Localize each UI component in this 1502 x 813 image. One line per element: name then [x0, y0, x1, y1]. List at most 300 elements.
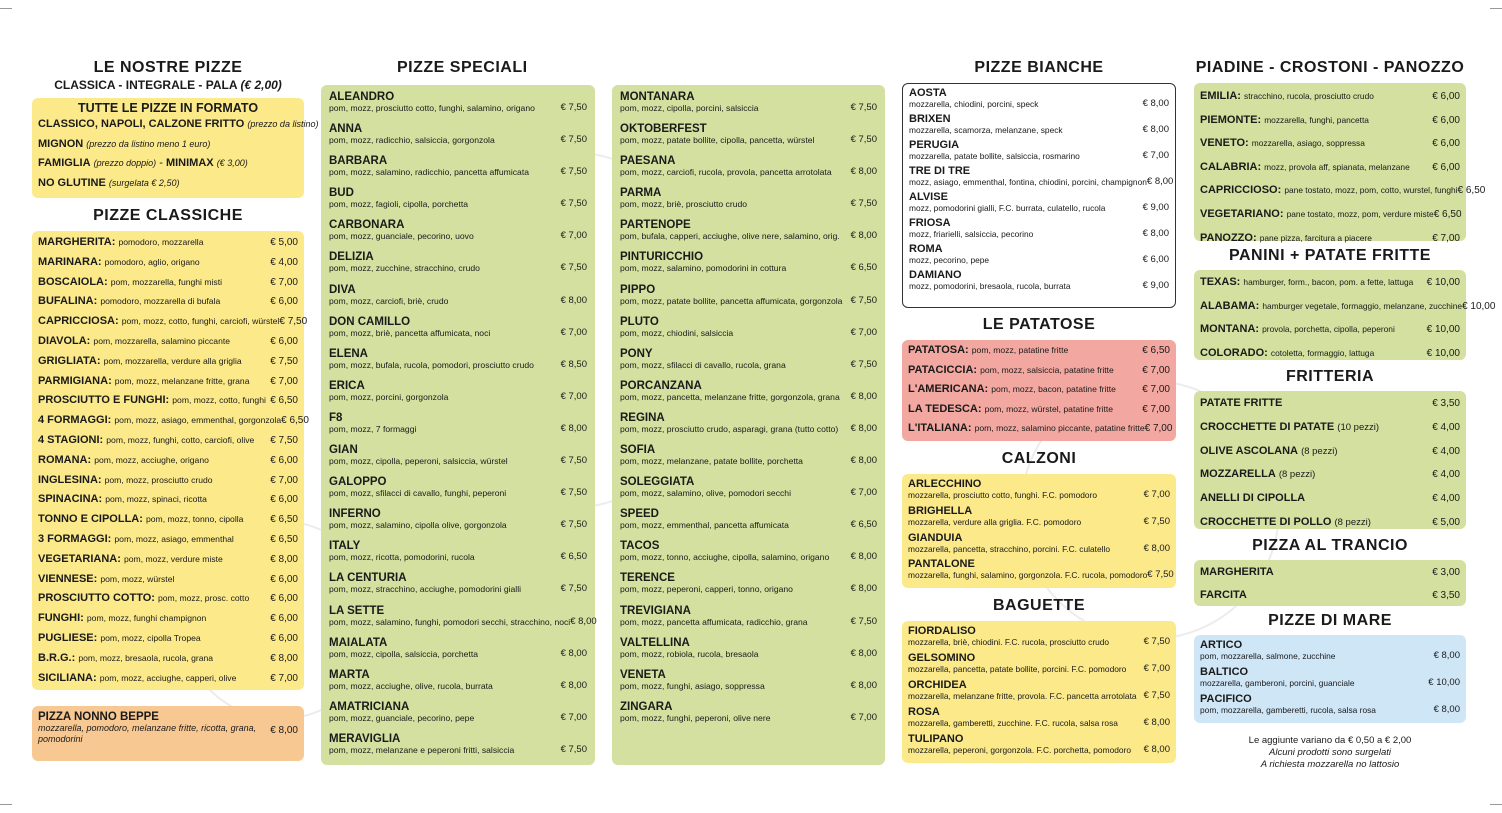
list-item: [620, 251, 877, 273]
item-price: € 7,00: [1432, 232, 1460, 244]
item-desc: pom, mozz, pancetta, melanzane fritte, gorgonzola, grana: [620, 391, 840, 402]
list-item: [620, 155, 877, 177]
item-name: GALOPPO: [329, 476, 387, 489]
list-item: [620, 701, 877, 723]
list-item: [38, 233, 298, 253]
baguette-list: [908, 625, 1170, 755]
item-label: [38, 253, 200, 273]
item-desc: pom, mozz, robiola, rucola, bresaola: [620, 648, 759, 659]
item-desc: pom, mozz, radicchio, salsiccia, gorgonzola: [329, 135, 495, 146]
item-label: [38, 233, 204, 253]
item-sub: [620, 392, 877, 402]
list-item: [38, 649, 298, 669]
item-name: ITALY: [329, 540, 361, 553]
list-item: [38, 391, 298, 411]
item-price: € 6,00: [1432, 91, 1460, 102]
item-sub: [620, 296, 877, 306]
item-desc: pom, mozzarella, salmone, zucchine: [1200, 651, 1336, 661]
item-desc: mozzarella, funghi, salamino, gorgonzola. F.C. rucola, pomodoro: [908, 570, 1148, 581]
item-sub: [329, 135, 587, 145]
item-name: PARTENOPE: [620, 219, 691, 232]
item-name: MARINARA:: [38, 255, 102, 268]
item-desc: pom, mozzarella, gamberetti, rucola, salsa rosa: [1200, 705, 1376, 715]
list-item: [1200, 295, 1496, 319]
item-sub: [620, 103, 877, 113]
item-name: MAIALATA: [329, 636, 388, 649]
item-label: [1200, 487, 1305, 510]
list-item: [620, 669, 877, 691]
item-name: MONTANARA: [620, 91, 695, 103]
item-price: € 9,00: [1142, 280, 1169, 291]
item-price: € 6,50: [850, 519, 877, 531]
item-desc: (10 pezzi): [1337, 421, 1380, 433]
item-label: [1200, 132, 1365, 155]
item-sub: [620, 167, 877, 177]
patatose-box: [902, 340, 1176, 441]
item-price: € 7,50: [1143, 636, 1170, 647]
item-desc: pom, mozz, salamino, cipolla olive, gorgonzola: [329, 520, 507, 531]
item-name: PONY: [620, 347, 653, 360]
list-item: [38, 471, 298, 491]
item-label: [38, 589, 249, 609]
item-price: € 6,00: [270, 494, 298, 506]
item-sub: [909, 281, 1169, 291]
item-desc: pom, mozz, acciughe, origano: [94, 454, 209, 465]
item-name: PACIFICO: [1200, 693, 1252, 705]
list-item: [38, 589, 298, 609]
panini-list: [1200, 271, 1496, 365]
item-price: € 9,00: [1142, 202, 1169, 213]
item-price: € 7,50: [850, 198, 877, 210]
item-desc: mozzarella, melanzane fritte, provola. F.C. pancetta arrotolata: [908, 690, 1137, 701]
item-price: € 7,50: [560, 134, 587, 146]
item-desc: pom, mozz, würstel, patatine fritte: [984, 403, 1114, 414]
item-sub: [620, 263, 877, 273]
list-item: [620, 540, 877, 562]
item-label: [38, 629, 201, 649]
item-name: 4 STAGIONI:: [38, 433, 104, 446]
list-item: [329, 604, 597, 627]
special-left-list: [329, 91, 597, 755]
item-desc: mozzarella, verdure alla griglia. F.C. pomodoro: [908, 516, 1082, 527]
item-name: EMILIA:: [1200, 90, 1241, 102]
item-price: € 8,00: [850, 390, 877, 402]
column-white-pizzas: [902, 0, 1176, 763]
trancio-box: [1194, 560, 1466, 606]
item-price: € 8,00: [850, 551, 877, 563]
item-sub: [329, 392, 587, 402]
item-sub: [329, 360, 587, 370]
list-item: [1200, 156, 1460, 180]
item-label: [38, 471, 213, 491]
crop-mark: [1490, 804, 1502, 805]
list-item: [38, 292, 298, 312]
list-item: [1200, 203, 1460, 227]
item-desc: pom, mozz, verdure miste: [123, 553, 223, 564]
list-item: [620, 380, 877, 402]
item-desc: pom, mozz, melanzane, patate bollite, porchetta: [620, 456, 803, 467]
classic-list: [38, 233, 309, 688]
list-item: [908, 361, 1170, 381]
item-name: FUNGHI:: [38, 612, 84, 625]
item-price: € 3,00: [1432, 567, 1460, 578]
list-item: [908, 679, 1170, 701]
item-label: [38, 669, 236, 689]
item-name: BRIGHELLA: [908, 504, 973, 517]
item-name: SOFIA: [620, 444, 656, 457]
item-price: € 7,50: [560, 743, 587, 755]
item-name: TULIPANO: [908, 732, 964, 745]
item-desc: pom, mozz, bacon, patatine fritte: [991, 384, 1116, 394]
item-desc: pom, mozz, sfilacci di cavallo, rucola, grana: [620, 359, 786, 370]
note-line: Le aggiunte variano da € 0,50 a € 2,00: [1248, 735, 1412, 746]
item-price: € 7,00: [850, 487, 877, 499]
item-price: € 6,00: [1432, 161, 1460, 173]
list-item: [620, 91, 877, 113]
item-price: € 6,50: [1142, 345, 1170, 356]
nonno-beppe-item: [38, 711, 298, 745]
item-name: OLIVE ASCOLANA: [1200, 444, 1298, 457]
item-price: € 6,50: [1457, 185, 1486, 197]
item-desc: (8 pezzi): [1278, 469, 1316, 481]
item-price: € 7,50: [279, 316, 308, 328]
item-price: € 7,50: [560, 166, 587, 178]
item-name: MARGHERITA:: [38, 236, 116, 248]
item-sub: [909, 255, 1169, 265]
item-desc: pom, mozz, prosciutto cotto, funghi, salamino, origano: [329, 103, 535, 113]
item-price: € 7,00: [270, 276, 298, 288]
format-item: [38, 115, 319, 135]
item-desc: mozz, pomodorini, bresaola, rucola, burrata: [909, 281, 1071, 291]
item-price: € 7,00: [850, 711, 877, 723]
format-item: [38, 174, 298, 194]
item-label: [38, 372, 250, 392]
list-item: [1200, 639, 1460, 661]
item-sub: [909, 229, 1169, 239]
item-price: € 6,00: [270, 335, 298, 347]
item-desc: pom, mozz, melanzane fritte, grana: [114, 375, 250, 386]
item-price: € 7,00: [1142, 384, 1170, 395]
item-desc: pom, mozz, würstel: [100, 573, 175, 584]
item-price: € 8,00: [560, 422, 587, 434]
item-price: € 8,00: [850, 679, 877, 691]
item-desc: hamburger vegetale, formaggio, melanzane, zucchine: [1262, 300, 1463, 311]
crop-mark: [1490, 8, 1502, 9]
item-price: € 7,50: [560, 487, 587, 499]
item-name: L'AMERICANA:: [908, 383, 989, 395]
item-name: 3 FORMAGGI:: [38, 532, 112, 545]
item-sub: [620, 649, 877, 659]
item-label: [38, 431, 254, 451]
item-desc: mozzarella, briè, chiodini. F.C. rucola, prosciutto crudo: [908, 637, 1110, 647]
list-item: [909, 217, 1169, 239]
item-sub: [329, 103, 587, 113]
item-price: € 4,00: [1432, 421, 1460, 433]
item-sub: [620, 199, 877, 209]
list-item: [620, 637, 877, 659]
list-item: [38, 273, 298, 293]
item-price: € 10,00: [1462, 300, 1496, 312]
item-price: € 7,50: [560, 519, 587, 531]
item-sub: [620, 360, 877, 370]
item-label: [1200, 85, 1374, 108]
item-label: [38, 411, 281, 431]
list-item: [1200, 342, 1460, 366]
format-name: NO GLUTINE: [38, 176, 106, 189]
item-label: [1200, 295, 1462, 318]
item-desc: mozzarella, chiodini, porcini, speck: [909, 99, 1039, 109]
list-item: [329, 476, 587, 498]
format-name: FAMIGLIA: [38, 157, 91, 169]
item-name: GIAN: [329, 444, 358, 457]
item-price: € 7,00: [560, 390, 587, 402]
item-label: [1200, 342, 1374, 365]
item-desc: mozzarella, patate bollite, salsiccia, rosmarino: [909, 151, 1080, 161]
item-sub: [620, 713, 877, 723]
item-label: [1200, 109, 1369, 132]
list-item: [908, 733, 1170, 755]
item-desc: pom, mozz, guanciale, pecorino, pepe: [329, 712, 475, 723]
item-desc: pom, mozz, sfilacci di cavallo, funghi, peperoni: [329, 488, 507, 499]
mare-list: [1200, 639, 1460, 715]
item-price: € 7,50: [850, 358, 877, 370]
list-item: [620, 284, 877, 306]
list-item: [38, 312, 308, 332]
item-desc: mozzarella, gamberetti, zucchine. F.C. rucola, salsa rosa: [908, 717, 1118, 728]
item-sub: [909, 203, 1169, 213]
item-price: € 7,00: [1143, 489, 1170, 500]
list-item: [38, 609, 298, 629]
item-price: € 8,00: [270, 725, 298, 737]
list-item: [908, 532, 1170, 554]
item-desc: pom, mozz, guanciale, pecorino, uovo: [329, 231, 474, 242]
item-sub: [329, 424, 587, 434]
item-name: PROSCIUTTO E FUNGHI:: [38, 394, 170, 407]
column-classic-pizzas: [32, 0, 319, 761]
item-price: € 8,00: [850, 422, 877, 434]
item-sub: [329, 231, 587, 241]
item-name: PAESANA: [620, 155, 676, 168]
list-item: [329, 540, 587, 562]
list-item: [1200, 463, 1460, 487]
item-price: € 6,50: [270, 514, 298, 526]
item-sub: [1200, 678, 1460, 688]
item-price: € 7,50: [560, 583, 587, 595]
item-price: € 7,50: [560, 198, 587, 210]
item-price: € 7,50: [850, 134, 877, 146]
item-sub: [908, 517, 1170, 527]
item-price: € 7,50: [560, 102, 587, 113]
list-item: [329, 701, 587, 723]
item-name: TERENCE: [620, 572, 675, 585]
item-desc: pom, mozz, cipolla, peperoni, salsiccia, würstel: [329, 456, 508, 467]
list-item: [38, 510, 298, 530]
item-label: [1200, 227, 1372, 250]
list-item: [1200, 487, 1460, 511]
item-desc: pom, mozz, asiago, emmenthal, gorgonzola: [114, 415, 282, 426]
item-name: PARMA: [620, 187, 662, 200]
item-desc: pom, mozz, zucchine, stracchino, crudo: [329, 263, 480, 274]
item-name: TEXAS:: [1200, 276, 1241, 288]
item-sub: [329, 520, 587, 530]
item-desc: pom, mozz, funghi, cotto, carciofi, olive: [106, 434, 255, 445]
item-name: OKTOBERFEST: [620, 123, 707, 136]
item-name: MARGHERITA: [1200, 566, 1274, 578]
item-price: € 6,00: [270, 632, 298, 644]
item-price: € 8,00: [1146, 176, 1174, 187]
column-special-pizzas-right: [612, 0, 885, 765]
item-desc: pom, mozz, spinaci, ricotta: [105, 494, 207, 505]
item-label: [1200, 156, 1410, 179]
list-item: [1200, 584, 1460, 607]
format-item: FAMIGLIA (prezzo doppio) - MINIMAX (€ 3,00): [38, 157, 248, 169]
section-title: PIZZE CLASSICHE: [93, 207, 243, 224]
item-price: € 7,00: [270, 375, 298, 387]
list-item: [329, 412, 587, 434]
item-name: ALVISE: [909, 191, 948, 203]
item-price: € 8,00: [1143, 542, 1170, 554]
item-price: € 8,00: [1143, 716, 1170, 728]
item-desc: pom, mozzarella, verdure alla griglia: [103, 355, 242, 366]
item-sub: [620, 520, 877, 530]
item-sub: [909, 125, 1169, 135]
item-price: € 7,00: [1143, 662, 1170, 674]
item-price: € 10,00: [1428, 677, 1460, 688]
crop-mark: [0, 8, 12, 9]
list-item: [329, 316, 587, 338]
list-item: [908, 380, 1170, 400]
list-item: [329, 123, 587, 145]
item-label: [38, 649, 213, 669]
item-sub: [620, 617, 877, 627]
panini-box: [1194, 270, 1496, 360]
item-name: PIEMONTE:: [1200, 113, 1262, 126]
section-title: FRITTERIA: [1285, 368, 1375, 385]
item-desc: pom, mozz, acciughe, olive, rucola, burrata: [329, 680, 493, 691]
list-item: [908, 478, 1170, 500]
item-label: [38, 609, 206, 629]
item-desc: pane pizza, farcitura a piacere: [1259, 232, 1372, 243]
formats-title: TUTTE LE PIZZE IN FORMATO: [77, 101, 259, 115]
list-item: [329, 508, 587, 530]
item-desc: mozzarella, gamberoni, porcini, guanciale: [1200, 678, 1355, 688]
item-sub: [329, 199, 587, 209]
white-list: [909, 87, 1174, 291]
formats-box: [32, 98, 319, 198]
fritteria-list: [1200, 392, 1460, 535]
item-name: VENETA: [620, 668, 666, 681]
item-sub: [329, 584, 587, 594]
item-desc: pom, mozz, salamino, radicchio, pancetta affumicata: [329, 167, 529, 178]
item-name: COLORADO:: [1200, 346, 1268, 359]
item-desc: pom, mozz, salamino, funghi, pomodori secchi, stracchino, noci: [329, 616, 571, 627]
list-item: [38, 253, 298, 273]
item-label: [1200, 440, 1338, 464]
item-price: € 8,00: [1433, 650, 1460, 661]
item-name: PLUTO: [620, 315, 659, 328]
item-name: DIVA: [329, 283, 356, 296]
item-name: SOLEGGIATA: [620, 476, 695, 489]
item-price: € 8,00: [850, 647, 877, 659]
item-name: BALTICO: [1200, 666, 1249, 678]
item-desc: pom, mozz, melanzane e peperoni fritti, salsiccia: [329, 744, 515, 755]
item-price: € 7,00: [270, 672, 298, 684]
item-desc: mozzarella, pomodoro, melanzane fritte, ricotta, grana, pomodorini: [38, 723, 257, 745]
item-sub: [909, 151, 1169, 161]
item-desc: stracchino, rucola, prosciutto crudo: [1244, 91, 1374, 101]
item-desc: pom, mozz, cipolla, salsiccia, porchetta: [329, 648, 479, 659]
column-special-pizzas-left: [321, 0, 595, 765]
item-sub: [620, 135, 877, 145]
item-sub: [908, 569, 1174, 581]
classic-box: [32, 231, 309, 690]
item-desc: pom, mozz, patate bollite, cipolla, pancetta, würstel: [620, 135, 815, 146]
item-desc: pom, mozzarella, salamino piccante: [93, 335, 231, 346]
item-desc: pom, mozz, patatine fritte: [971, 345, 1069, 355]
item-sub: [329, 649, 587, 659]
item-sub: [329, 713, 587, 723]
item-desc: pom, mozz, bresaola, rucola, grana: [78, 652, 214, 663]
item-name: FRIOSA: [909, 217, 951, 229]
item-desc: pane tostato, mozz, pom, cotto, wurstel, funghi: [1284, 185, 1458, 196]
item-name: PERUGIA: [909, 139, 960, 151]
item-price: € 7,50: [270, 434, 298, 446]
item-sub: [620, 552, 877, 562]
item-desc: pom, mozz, asiago, emmenthal: [114, 533, 234, 544]
list-item: [38, 570, 298, 590]
item-desc: pom, mozz, pancetta affumicata, radicchio, grana: [620, 616, 808, 627]
item-price: € 5,00: [1432, 516, 1460, 528]
section-title: PANINI + PATATE FRITTE: [1229, 247, 1431, 264]
item-name: BARBARA: [329, 155, 388, 168]
item-sub: [620, 456, 877, 466]
item-name: TRE DI TRE: [909, 165, 971, 177]
format-desc: (prezzo doppio): [93, 158, 157, 168]
item-name: ALABAMA:: [1200, 299, 1260, 312]
item-name: LA SETTE: [329, 604, 385, 617]
list-item: [620, 348, 877, 370]
item-desc: pom, mozz, tonno, cipolla: [145, 514, 244, 525]
item-price: € 7,50: [850, 294, 877, 306]
item-name: INGLESINA:: [38, 473, 102, 486]
item-desc: mozzarella, peperoni, gorgonzola. F.C. porchetta, pomodoro: [908, 744, 1131, 755]
item-desc: provola, porchetta, cipolla, peperoni: [1262, 324, 1395, 334]
item-sub: [1200, 705, 1460, 715]
item-desc: hamburger, form., bacon, pom. a fette, lattuga: [1243, 277, 1414, 287]
item-desc: pom, mozz, briè, prosciutto crudo: [620, 199, 748, 210]
item-price: € 8,50: [560, 358, 587, 370]
item-price: € 7,50: [1147, 569, 1174, 581]
section-title: CALZONI: [1001, 450, 1077, 467]
format-desc: (prezzo da listino meno 1 euro): [86, 138, 211, 149]
item-name: MOZZARELLA: [1200, 468, 1276, 481]
list-item: [329, 380, 587, 402]
item-label: [38, 570, 174, 590]
item-desc: pom, mozzarella, funghi misti: [110, 276, 223, 287]
item-price: € 6,00: [270, 296, 298, 308]
item-price: € 6,50: [270, 533, 298, 545]
item-name: REGINA: [620, 411, 665, 424]
item-desc: mozzarella, pancetta, patate bollite, porcini. F.C. pomodoro: [908, 663, 1127, 674]
item-sub: [329, 681, 587, 691]
item-label: [1200, 318, 1395, 341]
item-label: [908, 400, 1113, 420]
item-name: ARTICO: [1200, 639, 1243, 651]
section-title: LE PATATOSE: [982, 316, 1096, 333]
mare-box: [1194, 635, 1466, 723]
item-name: DELIZIA: [329, 251, 374, 264]
list-item: [620, 476, 877, 498]
